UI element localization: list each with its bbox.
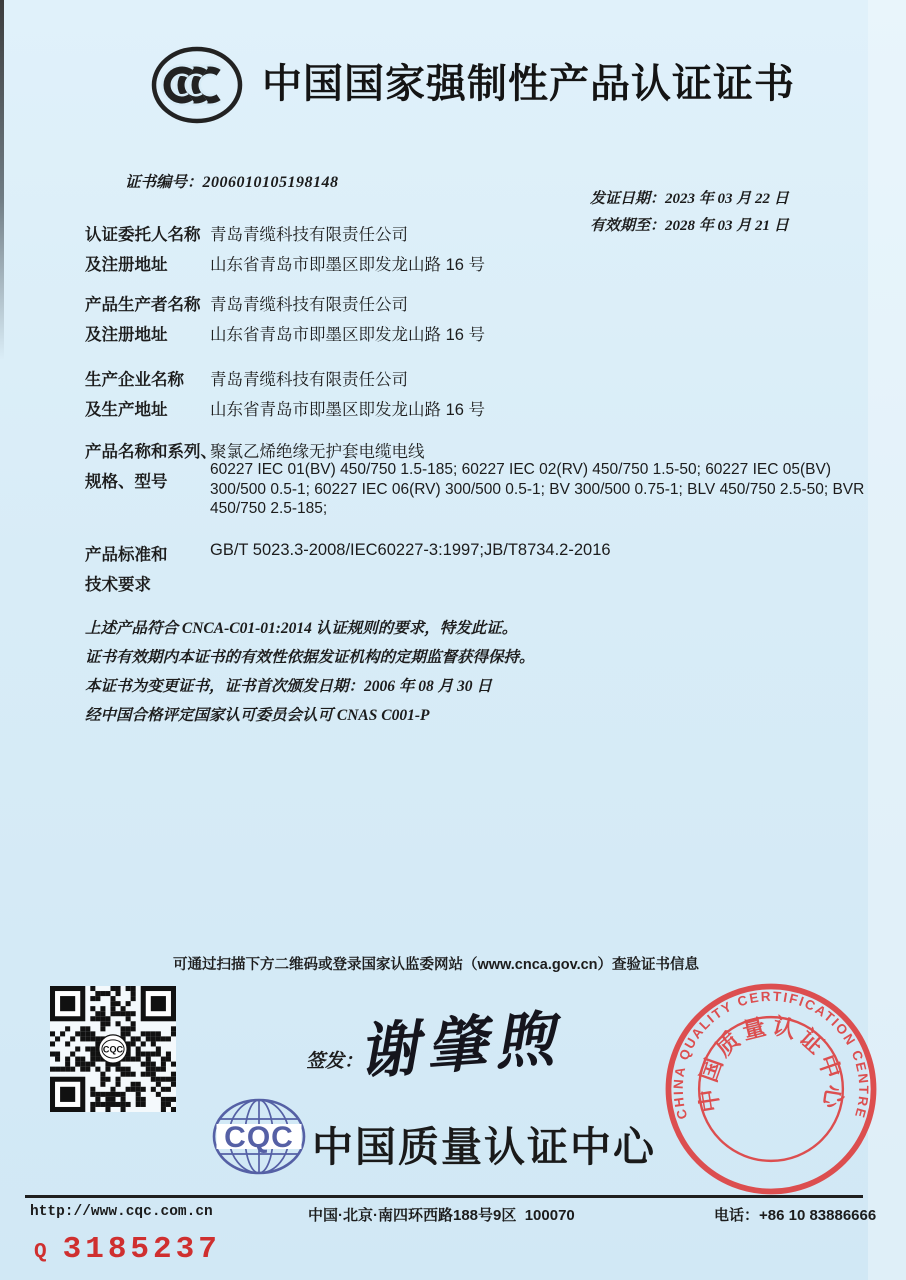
field-label: 认证委托人名称	[85, 226, 201, 244]
certificate-number-label: 证书编号：	[125, 174, 203, 191]
issuer-name: 中国质量认证中心	[312, 1124, 656, 1170]
field-value: 山东省青岛市即墨区即发龙山路 16 号	[210, 326, 486, 344]
qr-code	[50, 986, 176, 1112]
field-label: 生产企业名称	[85, 371, 184, 389]
footer-divider	[25, 1195, 863, 1198]
scan-edge-shadow	[0, 0, 4, 360]
seal-inner-text: 中国质量认证中心	[694, 1012, 848, 1114]
cqc-logo-text: CQC	[224, 1121, 294, 1154]
statement-line: 经中国合格评定国家认可委员会认可 CNAS C001-P	[85, 707, 430, 724]
field-label: 规格、型号	[85, 473, 168, 491]
footer-url: http://www.cqc.com.cn	[30, 1204, 213, 1220]
field-label: 产品生产者名称	[85, 296, 201, 314]
footer-address: 中国·北京·南四环西路188号9区 100070	[308, 1207, 575, 1224]
red-seal-stamp	[656, 974, 886, 1204]
statement-line: 本证书为变更证书，证书首次颁发日期：2006 年 08 月 30 日	[85, 678, 492, 695]
seal-ring-text: CHINA QUALITY CERTIFICATION CENTRE	[670, 988, 872, 1121]
field-value: 青岛青缆科技有限责任公司	[210, 296, 408, 314]
issue-date-label: 发证日期：	[590, 191, 666, 207]
signature-handwriting: 谢肇煦	[356, 1005, 565, 1087]
certificate-title: 中国国家强制性产品认证证书	[262, 62, 795, 106]
certificate-number-line	[125, 170, 339, 192]
issue-date-value: 2023 年 03 月 22 日	[665, 191, 789, 207]
valid-to-value: 2028 年 03 月 21 日	[665, 218, 789, 234]
field-label: 及注册地址	[85, 326, 168, 344]
product-models-value: 60227 IEC 01(BV) 450/750 1.5-185; 60227 IEC 02(RV) 450/750 1.5-50; 60227 IEC 05(BV) 300/500 0.5-1; 60227 IEC 06(RV) 300/500 0.5-1; BV 300/500 0.75-1; BLV 450/750 2.5-50; BVR 450/750 2.5-185;	[210, 461, 865, 517]
field-label: 产品标准和	[85, 546, 168, 564]
sign-label: 签发：	[306, 1051, 364, 1072]
field-value: 青岛青缆科技有限责任公司	[210, 226, 408, 244]
field-value: GB/T 5023.3-2008/IEC60227-3:1997;JB/T8734.2-2016	[210, 541, 611, 559]
statement-line: 证书有效期内本证书的有效性依据发证机构的定期监督获得保持。	[85, 649, 535, 666]
valid-to-line	[575, 197, 789, 252]
field-label: 及生产地址	[85, 401, 168, 419]
field-label: 产品名称和系列、	[85, 443, 217, 461]
statement-line: 上述产品符合 CNCA-C01-01:2014 认证规则的要求，特发此证。	[85, 620, 518, 637]
footer-phone: 电话：+86 10 83886666	[714, 1207, 877, 1224]
serial-number-stamp	[34, 1232, 221, 1267]
serial-number: 3185237	[62, 1232, 221, 1267]
qr-center-logo-text: CQC	[102, 1044, 124, 1055]
field-label: 技术要求	[85, 576, 151, 594]
verify-note: 可通过扫描下方二维码或登录国家认监委网站（www.cnca.gov.cn）查验证书信息	[172, 957, 700, 973]
field-value: 聚氯乙烯绝缘无护套电缆电线	[210, 443, 425, 461]
ccc-logo-icon	[151, 46, 243, 124]
field-label: 及注册地址	[85, 256, 168, 274]
serial-prefix: Q	[34, 1241, 47, 1264]
field-value: 青岛青缆科技有限责任公司	[210, 371, 408, 389]
valid-to-label: 有效期至：	[590, 218, 666, 234]
certificate-number: 2006010105198148	[202, 174, 339, 191]
field-value: 山东省青岛市即墨区即发龙山路 16 号	[210, 256, 486, 274]
cqc-globe-icon	[211, 1097, 307, 1176]
svg-text:中国质量认证中心	[694, 1012, 848, 1114]
field-value: 山东省青岛市即墨区即发龙山路 16 号	[210, 401, 486, 419]
